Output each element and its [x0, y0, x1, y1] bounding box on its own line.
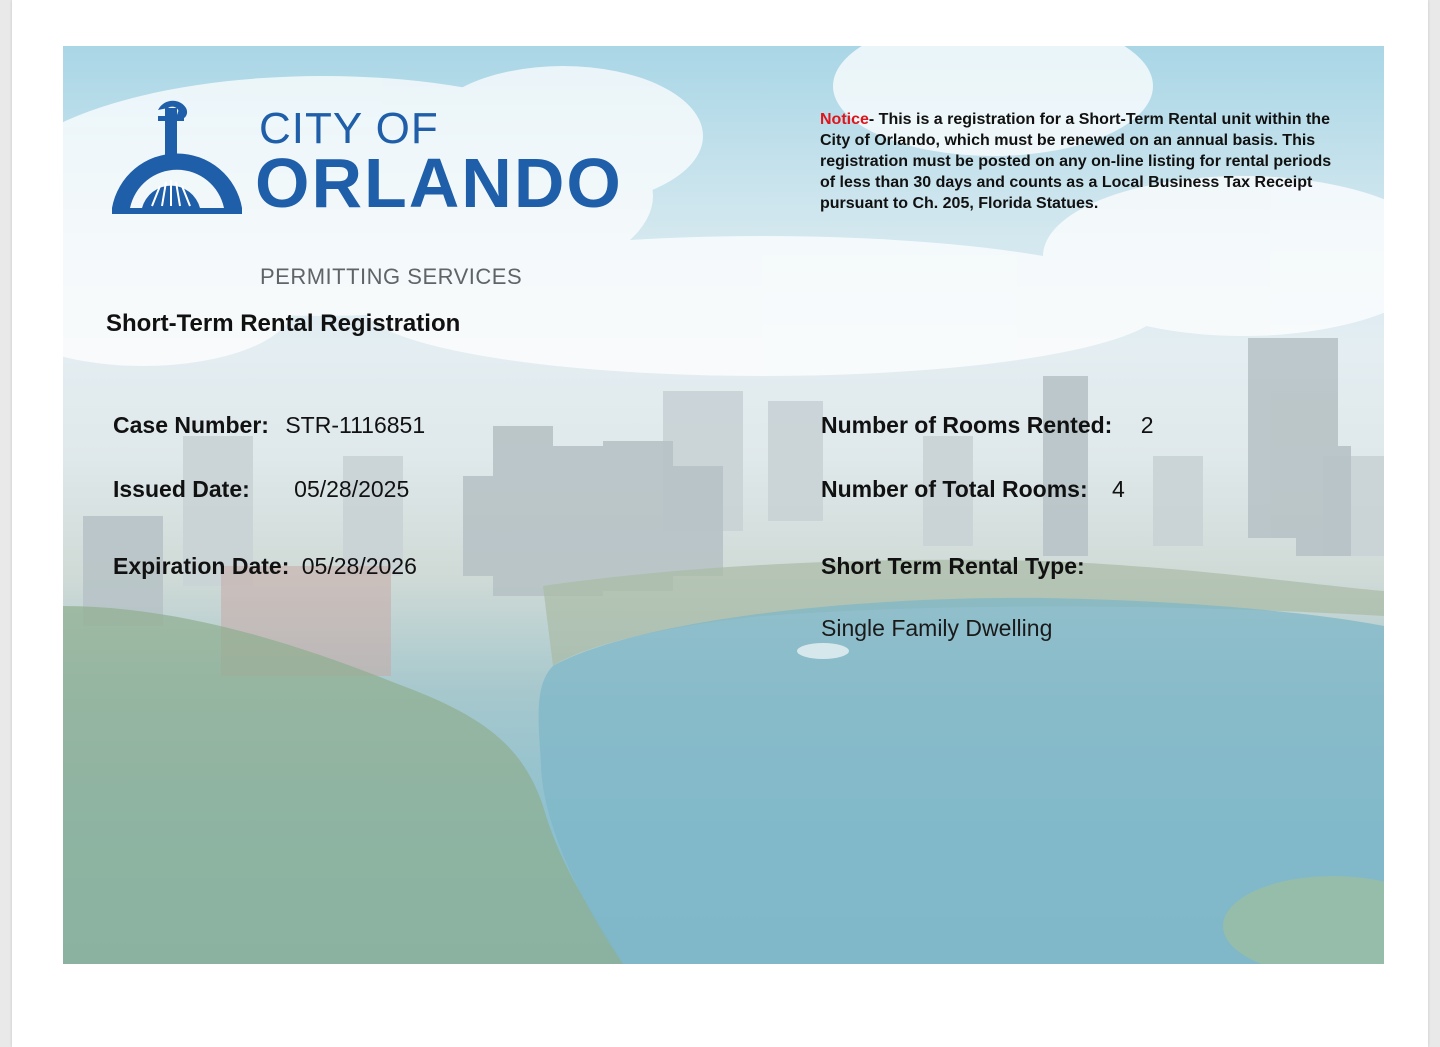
registration-certificate [63, 46, 1384, 964]
document-title: Short-Term Rental Registration [106, 310, 461, 337]
logo-city-of-text: CITY OF [259, 104, 439, 153]
rental-type-field [821, 552, 1085, 580]
fountain-emblem-icon [108, 96, 248, 221]
expiration-date-field [113, 552, 417, 580]
city-of-orlando-logo [108, 96, 648, 296]
rooms-rented-field [821, 411, 1154, 439]
case-number-value: STR-1116851 [285, 412, 426, 438]
logo-orlando-text: ORLANDO [255, 144, 623, 222]
issued-date-field [113, 475, 409, 503]
rental-type-value: Single Family Dwelling [821, 615, 1053, 641]
total-rooms-field [821, 475, 1125, 503]
total-rooms-label: Number of Total Rooms: [821, 476, 1088, 502]
notice-label: Notice [820, 111, 869, 128]
notice-text: - This is a registration for a Short-Term Rental unit within the City of Orlando, which must be renewed on an annual basis. This registration must be posted on any on-line listing for rental periods of less than 30 days and counts as a Local Business Tax Receipt pursuant to Ch. 205, Florida Statues. [820, 111, 1332, 212]
issued-date-label: Issued Date: [113, 476, 250, 502]
case-number-label: Case Number: [113, 412, 269, 438]
rooms-rented-value: 2 [1140, 412, 1154, 438]
expiration-date-value: 05/28/2026 [301, 553, 417, 579]
rental-type-label: Short Term Rental Type: [821, 553, 1085, 579]
notice-paragraph [820, 109, 1340, 214]
expiration-date-label: Expiration Date: [113, 553, 290, 579]
total-rooms-value: 4 [1112, 476, 1125, 502]
rooms-rented-label: Number of Rooms Rented: [821, 412, 1113, 438]
document-page [12, 0, 1428, 1047]
issued-date-value: 05/28/2025 [294, 476, 410, 502]
case-number-field [113, 411, 425, 439]
logo-permitting-services-text: PERMITTING SERVICES [260, 264, 523, 289]
